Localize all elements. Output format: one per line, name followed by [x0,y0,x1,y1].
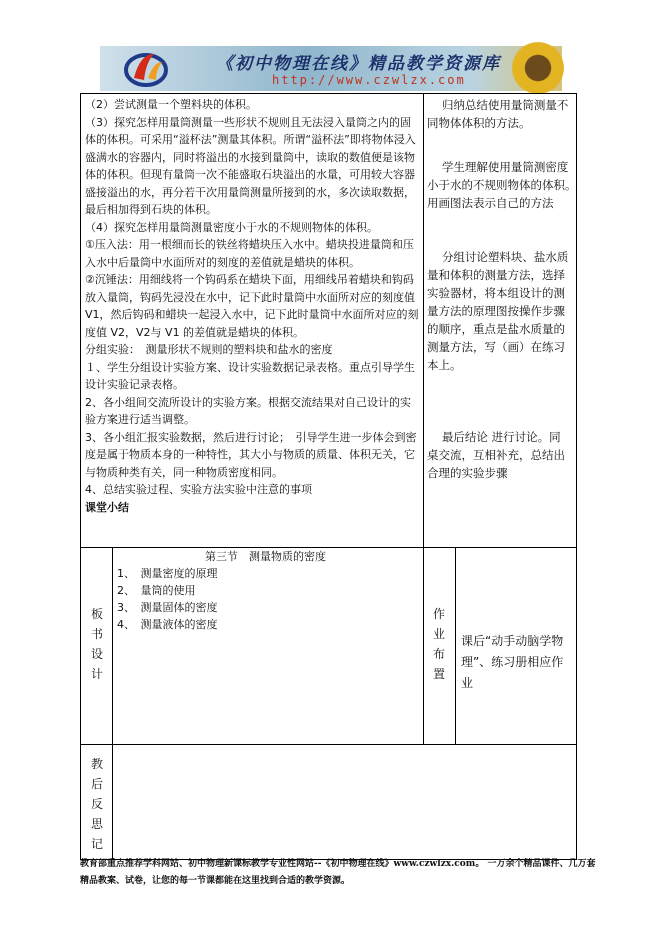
student-paragraph: 学生理解使用量筒测密度小于水的不规则物体的体积。 用画图法表示自己的方法 [427,160,583,210]
banner-url[interactable]: http://www.czwlzx.com [272,73,466,87]
homework-label: 作业布置 [432,607,445,681]
homework-text: 课后“动手动脑学物理”、练习册相应作业 [461,634,564,690]
activity-paragraph: （2）尝试测量一个塑料块的体积。 [85,98,257,111]
activity-paragraph: ②沉锤法：用细线将一个钩码系在蜡块下面，用细线吊着蜡块和钩码放入量筒，钩码先浸没在水中，记下此时量筒中水面所对应的刻度值 V1，然后钩码和蜡块一起浸入水中，记下此时量筒中水面所对应的刻度值 V2，V2与 V1 的差值就是蜡块的体积。 [85,273,419,339]
reflection-label: 教后反思记 [90,757,103,851]
board-design-label: 板书设计 [90,607,103,681]
banner-title: 《初中物理在线》精品教学资源库 [216,54,501,74]
student-paragraph: 分组讨论塑料块、盐水质量和体积的测量方法，选择实验器材，将本组设计的测量方法的原理图按操作步骤的顺序，重点是盐水质量的测量方法，写（画）在练习本上。 [427,250,569,372]
header-banner [100,46,562,91]
summary-heading: 课堂小结 [85,500,129,514]
czwlzx-logo-icon [124,48,168,88]
student-paragraph: 最后结论 进行讨论。同桌交流，互相补充，总结出合理的实验步骤 [427,430,565,480]
sunflower-image [508,38,568,98]
footer-note: 教育部重点推荐学科网站、初中物理新课标教学专业性网站--《初中物理在线》www.czwlzx.com。 一万余个精品课件、几万套精品教案、试卷，让您的每一节课都能在这里找到合适的教学资源。 [80,859,596,886]
activity-paragraph: １、学生分组设计实验方案、设计实验数据记录表格。重点引导学生设计实验记录表格。 [85,360,415,391]
student-activity-column [427,96,583,536]
activity-column [85,96,419,536]
activity-paragraph: ①压入法：用一根细而长的铁丝将蜡块压入水中。蜡块投进量筒和压入水中后量筒中水面所对的刻度的差值就是蜡块的体积。 [85,238,414,269]
activity-paragraph: （4）探究怎样用量筒测量密度小于水的不规则物体的体积。 [85,220,378,234]
lesson-table [80,93,583,860]
student-paragraph: 归纳总结使用量筒测量不同物体体积的方法。 [427,98,569,130]
activity-paragraph: 分组实验： 测量形状不规则的塑料块和盐水的密度 [85,343,333,356]
board-title: 第三节 测量物质的密度 [205,550,326,563]
board-item: 1、 测量密度的原理 [117,567,218,580]
board-item: 3、 测量固体的密度 [117,601,218,614]
activity-paragraph: 3、各小组汇报实验数据，然后进行讨论； 引导学生进一步体会到密度是属于物质本身的一种特性，其大小与物质的质量、体积无关，它与物质种类有关，同一种物质密度相同。 [85,430,417,479]
board-design-content [117,548,419,738]
board-item: 4、 测量液体的密度 [117,618,218,631]
board-item: 2、 量筒的使用 [117,584,196,597]
activity-paragraph: （3）探究怎样用量筒测量一些形状不规则且无法浸入量筒之内的固体的体积。可采用“溢杯法”测量其体积。所谓“溢杯法”即将物体浸入盛满水的容器内，同时将溢出的水接到量筒中，读取的数值便是该物体的体积。但现有量筒一次不能盛取石块溢出的水量，可用较大容器盛接溢出的水，再分若干次用量筒测量所接到的水，多次读取数据，最后相加得到石块的体积。 [85,115,416,216]
homework-content [461,631,573,694]
activity-paragraph: 2、各小组间交流所设计的实验方案。根据交流结果对自己设计的实验方案进行适当调整。 [85,395,411,426]
activity-paragraph: 4、总结实验过程、实验方法实验中注意的事项 [85,483,312,496]
